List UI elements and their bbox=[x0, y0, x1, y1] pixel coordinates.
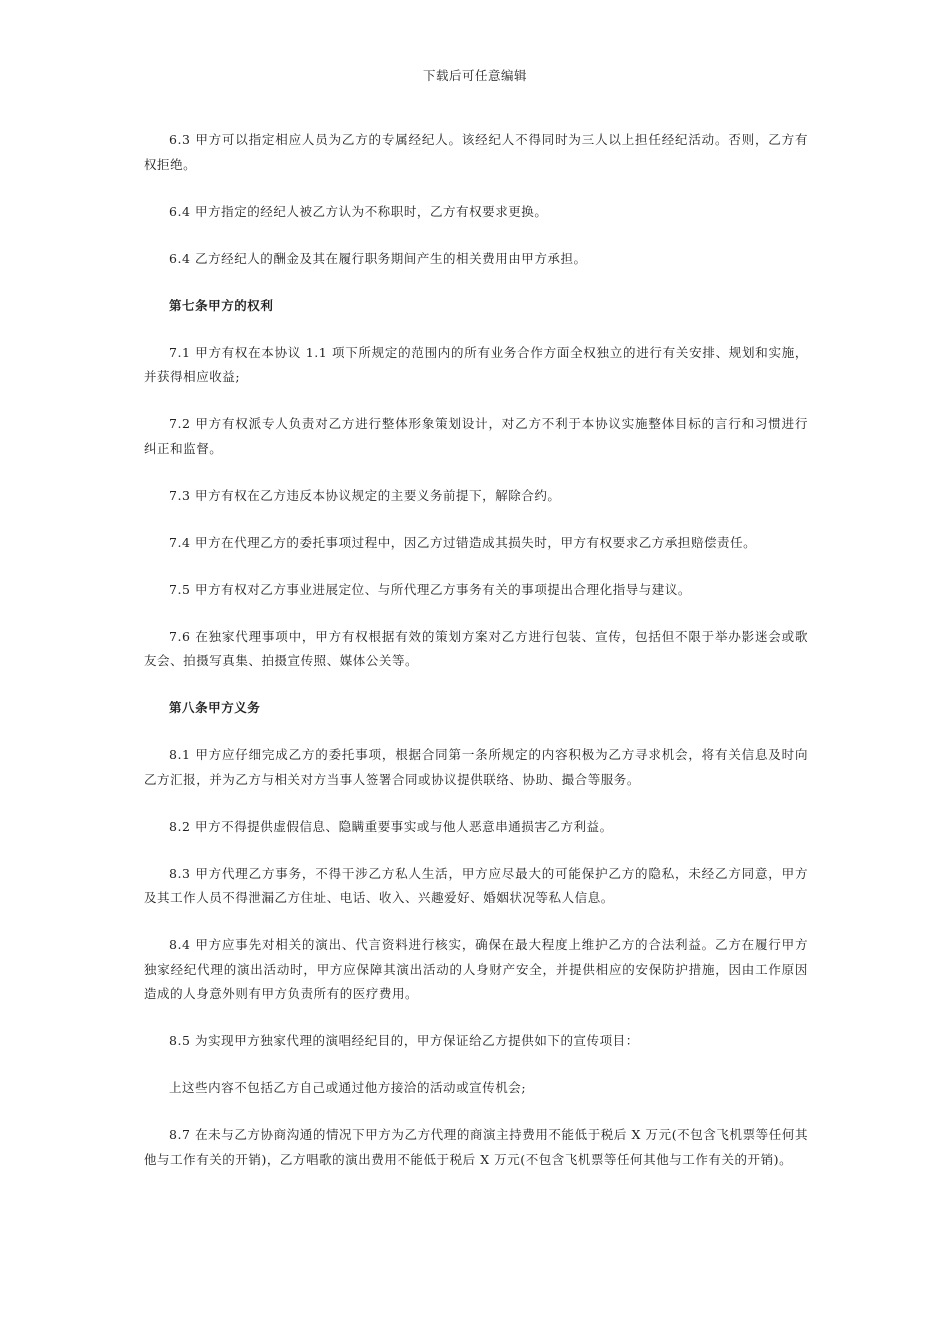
clause-8-1: 8.1 甲方应仔细完成乙方的委托事项，根据合同第一条所规定的内容积极为乙方寻求机会，将有关信息及时向乙方汇报，并为乙方与相关对方当事人签署合同或协议提供联络、协助、撮合等服务。 bbox=[144, 747, 808, 787]
clause-8-2: 8.2 甲方不得提供虚假信息、隐瞒重要事实或与他人恶意串通损害乙方利益。 bbox=[169, 818, 613, 834]
clause-8-4: 8.4 甲方应事先对相关的演出、代言资料进行核实，确保在最大程度上维护乙方的合法利益。乙方在履行甲方独家经纪代理的演出活动时，甲方应保障其演出活动的人身财产安全，并提供相应的安保防护措施，因由工作原因造成的人身意外则有甲方负责所有的医疗费用。 bbox=[144, 937, 808, 1001]
document-body bbox=[144, 128, 808, 1195]
clause-6-4-b: 6.4 乙方经纪人的酬金及其在履行职务期间产生的相关费用由甲方承担。 bbox=[169, 250, 587, 266]
clause-note: 上这些内容不包括乙方自己或通过他方接洽的活动或宣传机会; bbox=[169, 1080, 527, 1095]
clause-6-4-a: 6.4 甲方指定的经纪人被乙方认为不称职时，乙方有权要求更换。 bbox=[169, 203, 548, 219]
clause-7-6: 7.6 在独家代理事项中，甲方有权根据有效的策划方案对乙方进行包装、宣传，包括但不限于举办影迷会或歌友会、拍摄写真集、拍摄宣传照、媒体公关等。 bbox=[144, 628, 808, 668]
clause-6-3: 6.3 甲方可以指定相应人员为乙方的专属经纪人。该经纪人不得同时为三人以上担任经纪活动。否则，乙方有权拒绝。 bbox=[144, 132, 808, 172]
page-header: 下载后可任意编辑 bbox=[422, 68, 527, 83]
section-heading-article-8: 第八条甲方义务 bbox=[169, 700, 261, 715]
clause-7-2: 7.2 甲方有权派专人负责对乙方进行整体形象策划设计，对乙方不利于本协议实施整体目标的言行和习惯进行纠正和监督。 bbox=[144, 416, 808, 456]
clause-7-1: 7.1 甲方有权在本协议 1.1 项下所规定的范围内的所有业务合作方面全权独立的进行有关安排、规划和实施，并获得相应收益; bbox=[144, 344, 808, 384]
clause-7-5: 7.5 甲方有权对乙方事业进展定位、与所代理乙方事务有关的事项提出合理化指导与建议。 bbox=[169, 581, 691, 597]
clause-8-3: 8.3 甲方代理乙方事务，不得干涉乙方私人生活，甲方应尽最大的可能保护乙方的隐私，未经乙方同意，甲方及其工作人员不得泄漏乙方住址、电话、收入、兴趣爱好、婚姻状况等私人信息。 bbox=[144, 865, 808, 905]
clause-8-5: 8.5 为实现甲方独家代理的演唱经纪目的，甲方保证给乙方提供如下的宣传项目： bbox=[169, 1033, 639, 1048]
clause-8-7: 8.7 在未与乙方协商沟通的情况下甲方为乙方代理的商演主持费用不能低于税后 X 万元(不包含飞机票等任何其他与工作有关的开销)，乙方唱歌的演出费用不能低于税后 X 万元(不包含飞机票等任何其他与工作有关的开销)。 bbox=[144, 1127, 808, 1167]
clause-7-4: 7.4 甲方在代理乙方的委托事项过程中，因乙方过错造成其损失时，甲方有权要求乙方承担赔偿责任。 bbox=[169, 534, 757, 550]
clause-7-3: 7.3 甲方有权在乙方违反本协议规定的主要义务前提下，解除合约。 bbox=[169, 487, 561, 503]
section-heading-article-7: 第七条甲方的权利 bbox=[169, 297, 274, 313]
